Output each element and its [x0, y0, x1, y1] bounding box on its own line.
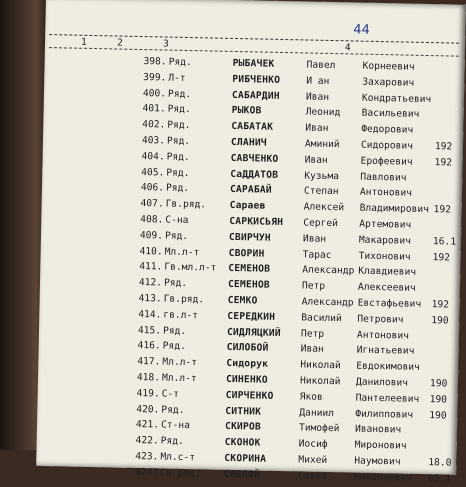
- header-column-1: 1: [80, 36, 87, 48]
- row-patronymic: Кондратьевич: [361, 92, 432, 105]
- row-surname: СЕМКО: [227, 294, 258, 307]
- row-first-name: Александр: [301, 296, 354, 309]
- row-rank: Ряд.: [167, 119, 191, 132]
- row-surname: СВИРЧУН: [228, 231, 271, 244]
- row-patronymic: Евдокимович: [356, 360, 420, 374]
- row-number: 409.: [139, 229, 164, 242]
- row-patronymic: Антонович: [356, 329, 410, 342]
- row-rank: Гв.ряд.: [159, 467, 201, 480]
- header-column-4: 4: [344, 42, 351, 54]
- row-surname: СВОРИН: [228, 247, 265, 260]
- header-top-rule: [49, 34, 459, 44]
- row-number: 424?: [134, 466, 159, 479]
- row-patronymic: Корнеевич: [362, 60, 415, 73]
- row-number: 406.: [140, 182, 165, 194]
- row-first-name: Александр: [302, 264, 355, 277]
- row-surname: СаДДАТОВ: [230, 168, 279, 181]
- header-column-3: 3: [162, 38, 169, 50]
- row-number: 399.: [143, 71, 167, 84]
- row-patronymic: Захарович: [362, 76, 415, 89]
- row-first-name: Сергей: [303, 217, 339, 230]
- record-list: [36, 52, 465, 487]
- row-number: 400.: [142, 87, 167, 100]
- row-surname: САБАРДИН: [231, 89, 280, 102]
- row-patronymic: Ерофеевич: [360, 155, 413, 168]
- row-number: 412.: [138, 277, 163, 289]
- row-patronymic: Тихонович: [358, 250, 411, 263]
- row-rank: Ст-на: [160, 419, 191, 432]
- row-patronymic: Пантелеевич: [355, 392, 420, 405]
- row-first-name: Кузьма: [304, 170, 340, 182]
- row-number: 408.: [140, 213, 164, 226]
- row-number: 414.: [138, 308, 162, 321]
- row-surname: СЛАНИЧ: [230, 136, 267, 149]
- row-rank: Мл.л-т: [162, 356, 198, 369]
- row-surname: СЕМЕНОВ: [228, 263, 271, 276]
- row-patronymic: Евстафьевич: [357, 297, 422, 310]
- row-first-name: Павел: [306, 59, 336, 72]
- row-surname: СЕМЕНОВ: [227, 279, 270, 291]
- row-patronymic: Макарович: [358, 234, 412, 247]
- row-number: 404.: [141, 150, 165, 163]
- row-rank: Ряд.: [162, 340, 186, 353]
- row-surname: СИДЛЯЦКИЙ: [226, 326, 281, 339]
- row-number: 413.: [138, 292, 162, 305]
- row-number: 422.: [135, 435, 159, 447]
- row-surname: СИРЧЕНКО: [225, 389, 274, 402]
- row-surname: Сараев: [229, 200, 266, 212]
- row-surname: СИТНИК: [225, 405, 262, 418]
- row-number: 418.: [136, 371, 161, 384]
- row-surname: СКОНОК: [224, 436, 261, 449]
- row-birth-year: 192: [434, 156, 453, 169]
- row-patronymic: Наумович: [354, 455, 401, 468]
- row-first-name: Аминий: [304, 138, 340, 151]
- row-first-name: Яков: [299, 391, 323, 403]
- row-patronymic: Васильевич: [361, 108, 420, 121]
- handwritten-page-number: 44: [353, 22, 371, 38]
- row-first-name: Даниил: [299, 406, 335, 419]
- row-rank: Ряд.: [161, 404, 185, 416]
- row-number: 398.: [143, 56, 167, 68]
- row-first-name: Иван: [302, 233, 327, 245]
- row-birth-year: 190: [431, 314, 449, 327]
- row-patronymic: Иванович: [354, 423, 402, 436]
- row-birth-year: 190: [429, 378, 448, 390]
- row-first-name: Иван: [305, 122, 329, 135]
- row-birth-year: 16.1: [432, 235, 457, 248]
- row-rank: Ряд.: [167, 88, 192, 100]
- row-surname: САРКИСЬЯН: [229, 215, 284, 228]
- row-rank: Гв.мл.л-т: [164, 261, 217, 274]
- row-first-name: Алексей: [303, 201, 345, 214]
- row-patronymic: Антонович: [359, 186, 413, 200]
- row-rank: Мл.л-т: [164, 246, 200, 258]
- row-rank: С-т: [161, 388, 180, 400]
- row-surname: РЫБАЧЕК: [232, 57, 275, 70]
- row-rank: Ряд.: [160, 435, 184, 448]
- row-first-name: Савва: [297, 470, 328, 482]
- row-first-name: Иосиф: [298, 438, 328, 451]
- row-first-name: Василий: [301, 312, 342, 325]
- row-rank: С-на: [165, 214, 189, 226]
- row-patronymic: Миронович: [354, 439, 407, 452]
- row-birth-year: 192: [431, 299, 450, 311]
- row-first-name: Тарас: [302, 248, 332, 261]
- header-column-2: 2: [116, 37, 123, 49]
- row-number: 419.: [136, 387, 160, 400]
- row-patronymic: Филиппович: [355, 408, 414, 421]
- row-patronymic: Федорович: [361, 123, 414, 136]
- row-surname: СЕРЕДКИН: [227, 310, 276, 323]
- row-first-name: Иван: [304, 154, 328, 166]
- row-first-name: Николай: [300, 359, 341, 372]
- row-number: 401.: [142, 103, 166, 115]
- row-number: 411.: [139, 261, 163, 273]
- row-rank: Ряд.: [166, 167, 190, 179]
- row-birth-year: 190: [429, 409, 447, 422]
- row-surname: СИНЕНКО: [225, 373, 268, 386]
- row-number: 417.: [137, 356, 161, 368]
- row-surname: Сидорук: [226, 357, 269, 370]
- row-surname: РЫКОВ: [231, 105, 262, 117]
- row-patronymic: Владимирович: [359, 202, 430, 216]
- row-birth-year: 192: [432, 251, 451, 264]
- row-rank: гв.л-т: [163, 309, 199, 322]
- row-rank: Л-т: [168, 72, 186, 84]
- row-rank: Мл.с-т: [160, 451, 196, 464]
- row-number: 416.: [137, 340, 161, 352]
- row-patronymic: Павлович: [360, 171, 407, 184]
- row-rank: Ряд.: [164, 230, 189, 242]
- row-first-name: Степан: [303, 185, 339, 198]
- row-number: 421.: [135, 419, 160, 431]
- row-surname: СИЛОБОЙ: [226, 342, 269, 355]
- row-rank: Гв.ряд.: [165, 198, 207, 211]
- row-patronymic: Петрович: [357, 313, 404, 326]
- row-patronymic: Артемович: [359, 218, 412, 231]
- row-first-name: Тимофей: [298, 422, 340, 435]
- row-rank: Ряд.: [165, 182, 190, 195]
- row-rank: Гв.ряд.: [163, 293, 205, 306]
- row-number: 423.: [135, 450, 159, 463]
- row-first-name: Михей: [298, 454, 328, 466]
- row-number: 403.: [141, 135, 166, 147]
- row-rank: Ряд.: [166, 151, 190, 163]
- row-number: 420.: [136, 403, 160, 415]
- row-rank: Ряд.: [162, 325, 187, 337]
- row-surname: САБАТАК: [231, 121, 274, 133]
- row-first-name: Иван: [300, 343, 324, 356]
- row-first-name: Николай: [299, 375, 341, 388]
- row-surname: РИБЧЕНКО: [232, 73, 281, 86]
- row-surname: СКОРИНА: [224, 452, 267, 465]
- row-rank: Мл.л-т: [161, 372, 197, 385]
- row-rank: Ряд.: [167, 103, 191, 116]
- row-first-name: Петр: [300, 327, 325, 340]
- row-patronymic: Данилович: [355, 376, 409, 389]
- row-surname: СКИРОВ: [224, 421, 261, 433]
- row-first-name: И ан: [306, 75, 330, 87]
- row-number: 407.: [140, 198, 164, 210]
- row-rank: Ряд.: [168, 56, 192, 69]
- row-birth-year: 190: [429, 393, 448, 406]
- document-page: [36, 0, 466, 485]
- row-patronymic: Николаевич: [353, 471, 412, 484]
- row-patronymic: Игнатьевич: [356, 344, 415, 358]
- row-first-name: Петр: [301, 280, 326, 293]
- row-patronymic: Сидорович: [360, 139, 414, 152]
- row-surname: СЛЕПОЙ: [223, 468, 260, 481]
- row-birth-year: 18.0: [428, 457, 452, 469]
- row-number: 405.: [141, 166, 165, 179]
- row-birth-year: 192: [433, 204, 452, 216]
- row-patronymic: Клавдиевич: [358, 265, 417, 279]
- row-surname: САРАБАЙ: [229, 184, 272, 197]
- row-first-name: Леонид: [305, 106, 341, 119]
- row-number: 415.: [137, 324, 162, 337]
- row-first-name: Иван: [305, 91, 330, 103]
- row-rank: Ряд.: [166, 135, 191, 148]
- row-birth-year: 192: [434, 141, 453, 153]
- row-surname: САВЧЕНКО: [230, 152, 279, 165]
- row-rank: Ряд.: [163, 277, 188, 290]
- row-birth-year: 05.1: [427, 472, 452, 485]
- row-number: 410.: [139, 245, 163, 258]
- row-number: 402.: [142, 119, 166, 131]
- row-patronymic: Алексеевич: [357, 281, 416, 294]
